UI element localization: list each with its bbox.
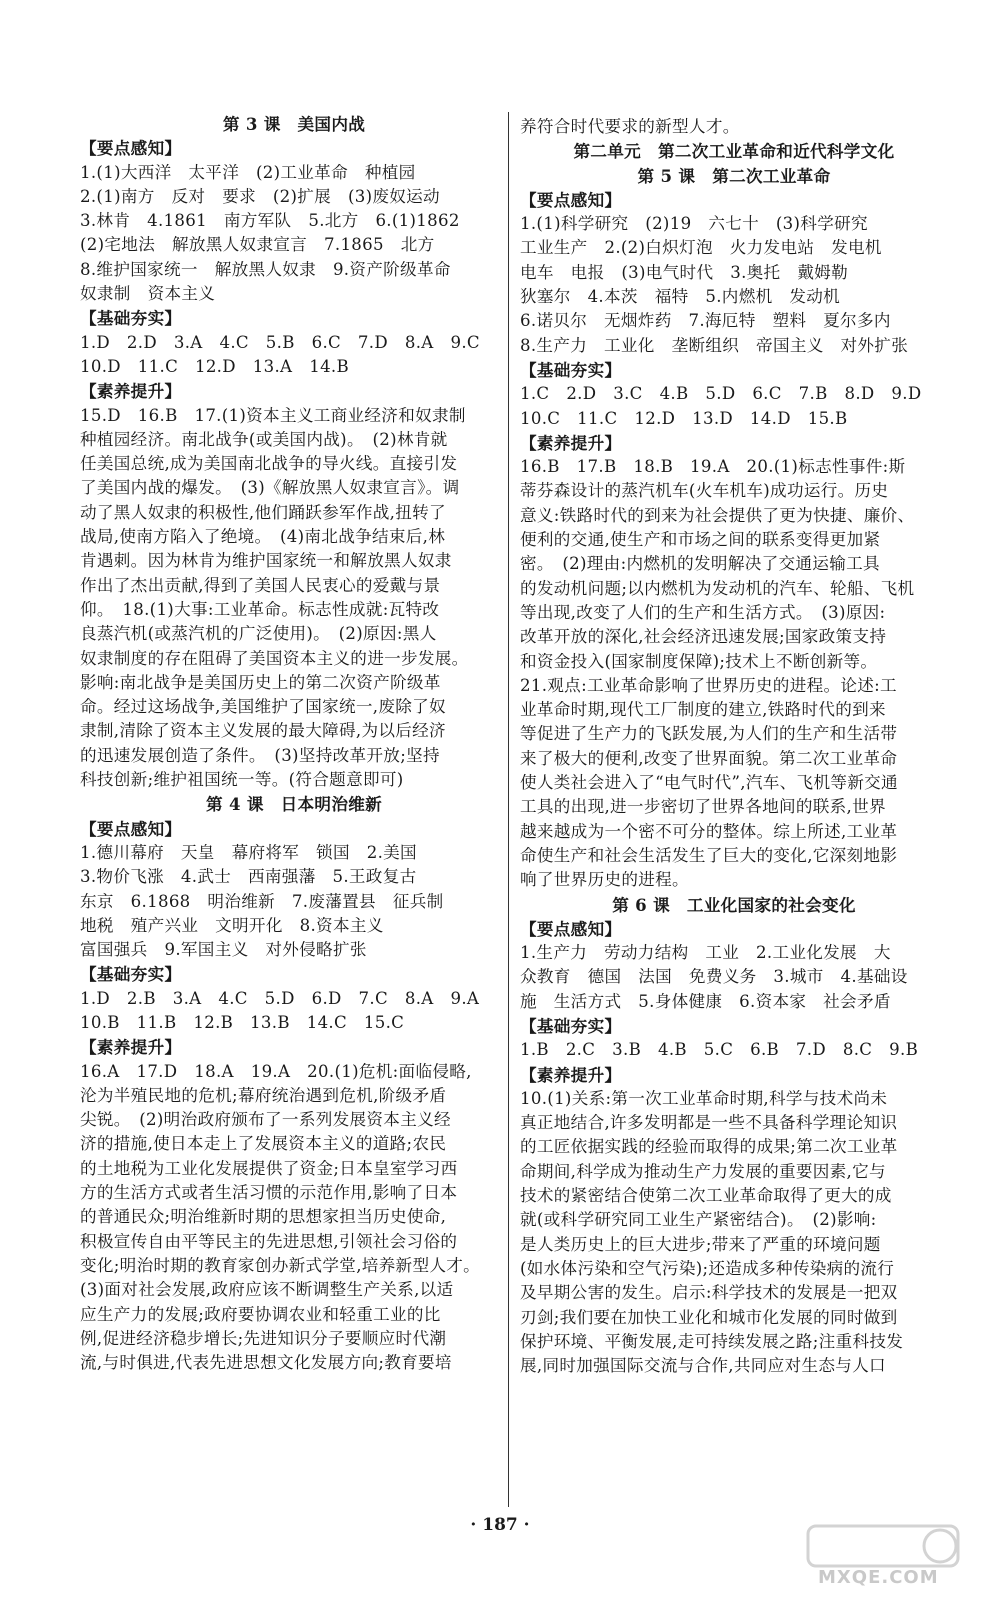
answer-line: 良蒸汽机(或蒸汽机的广泛使用)。 (2)原因:黑人 [80, 624, 437, 644]
answer-line: 众教育 德国 法国 免费义务 3.城市 4.基础设 [520, 967, 908, 987]
section-heading: 【素养提升】 [80, 381, 182, 402]
answer-line: 的普通民众;明治维新时期的思想家担当历史使命, [80, 1207, 447, 1227]
answer-line: 作出了杰出贡献,得到了美国人民衷心的爱戴与景 [80, 575, 441, 595]
section-heading: 【基础夯实】 [520, 1015, 622, 1036]
answer-line: 16.A 17.D 18.A 19.A 20.(1)危机:面临侵略, [80, 1061, 472, 1081]
answer-line: 命使生产和社会生活发生了巨大的变化,它深刻地影 [520, 845, 898, 865]
answer-line: 6.诺贝尔 无烟炸药 7.海厄特 塑料 夏尔多内 [520, 311, 891, 331]
answer-line: 流,与时俱进,代表先进思想文化发展方向;教育要培 [80, 1353, 452, 1373]
answer-line: 使人类社会进入了“电气时代”,汽车、飞机等新交通 [520, 773, 898, 793]
answer-line: 1.(1)科学研究 (2)19 六七十 (3)科学研究 [520, 214, 868, 234]
section-heading: 【基础夯实】 [520, 359, 622, 380]
answer-line: 3.物价飞涨 4.武士 西南强藩 5.王政复古 [80, 867, 417, 887]
answer-line: 等促进了生产力的飞跃发展,为人们的生产和生活带 [520, 724, 898, 744]
answer-line: 1.D 2.D 3.A 4.C 5.B 6.C 7.D 8.A 9.C [80, 332, 480, 352]
answer-line: 工业生产 2.(2)白炽灯泡 火力发电站 发电机 [520, 238, 882, 258]
answer-line: 任美国总统,成为美国南北战争的导火线。直接引发 [80, 454, 458, 474]
answer-line: 济的措施,使日本走上了发展资本主义的道路;农民 [80, 1134, 447, 1154]
section-heading: 【素养提升】 [520, 1064, 622, 1085]
answer-line: 电车 电报 (3)电气时代 3.奥托 戴姆勒 [520, 262, 849, 282]
answer-line: 1.(1)大西洋 太平洋 (2)工业革命 种植园 [80, 162, 416, 182]
answer-line: 影响:南北战争是美国历史上的第二次资产阶级革 [80, 672, 441, 692]
section-heading: 【素养提升】 [520, 432, 622, 453]
answer-line: 狄塞尔 4.本茨 福特 5.内燃机 发动机 [520, 287, 841, 307]
answer-line: 1.德川幕府 天皇 幕府将军 锁国 2.美国 [80, 842, 417, 862]
lesson-title: 第 5 课 第二次工业革命 [637, 165, 831, 186]
answer-line: 命期间,科学成为推动生产力发展的重要因素,它与 [520, 1161, 886, 1181]
column-divider [508, 112, 509, 1507]
answer-line: 技术的紧密结合使第二次工业革命取得了更大的成 [520, 1186, 892, 1206]
answer-line: 密。 (2)理由:内燃机的发明解决了交通运输工具 [520, 554, 880, 574]
answer-line: 21.观点:工业革命影响了世界历史的进程。论述:工 [520, 675, 897, 695]
answer-line: 方的生活方式或者生活习惯的示范作用,影响了日本 [80, 1183, 458, 1203]
answer-line: 真正地结合,许多发明都是一些不具备科学理论知识 [520, 1113, 898, 1133]
answer-line: 展,同时加强国际交流与合作,共同应对生态与人口 [520, 1356, 886, 1376]
answer-line: 2.(1)南方 反对 要求 (2)扩展 (3)废奴运动 [80, 186, 440, 206]
answer-line: 的工匠依据实践的经验而取得的成果;第二次工业革 [520, 1137, 898, 1157]
answer-line: 种植园经济。南北战争(或美国内战)。 (2)林肯就 [80, 429, 448, 449]
answer-line: 命。经过这场战争,美国维护了国家统一,废除了奴 [80, 697, 446, 717]
answer-line: 便利的交通,使生产和市场之间的联系变得更加紧 [520, 530, 881, 550]
answer-line: 养符合时代要求的新型人才。 [520, 117, 740, 136]
answer-line: 科技创新;维护祖国统一等。(符合题意即可) [80, 770, 404, 790]
answer-line: 了美国内战的爆发。 (3)《解放黑人奴隶宣言》。调 [80, 478, 460, 498]
section-heading: 【要点感知】 [520, 918, 622, 939]
answer-line: 10.D 11.C 12.D 13.A 14.B [80, 356, 350, 376]
answer-line: 战局,使南方陷入了绝境。 (4)南北战争结束后,林 [80, 527, 446, 547]
answer-line: 来了极大的便利,改变了世界面貌。第二次工业革命 [520, 748, 898, 768]
answer-line: 1.C 2.D 3.C 4.B 5.D 6.C 7.B 8.D 9.D [520, 384, 922, 404]
answer-line: 意义:铁路时代的到来为社会提供了更为快捷、廉价、 [520, 505, 915, 525]
answer-line: 富国强兵 9.军国主义 对外侵略扩张 [80, 940, 367, 960]
left-column [80, 112, 508, 1375]
answer-line: 仰。 18.(1)大事:工业革命。标志性成就:瓦特改 [80, 599, 440, 619]
section-heading: 【基础夯实】 [80, 964, 182, 985]
answer-line: (2)宅地法 解放黑人奴隶宣言 7.1865 北方 [80, 235, 435, 255]
lesson-title: 第 4 课 日本明治维新 [205, 794, 383, 815]
answer-line: 沦为半殖民地的危机;幕府统治遇到危机,阶级矛盾 [80, 1085, 447, 1105]
answer-line: 积极宣传自由平等民主的先进思想,引领社会习俗的 [80, 1231, 458, 1251]
section-heading: 【要点感知】 [80, 818, 182, 839]
answer-line: 等出现,改变了人们的生产和生活方式。 (3)原因: [520, 602, 886, 622]
answer-line: 动了黑人奴隶的积极性,他们踊跃参军作战,扭转了 [80, 502, 446, 522]
answer-line: 蒂芬森设计的蒸汽机车(火车机车)成功运行。历史 [520, 481, 889, 501]
answer-line: 1.生产力 劳动力结构 工业 2.工业化发展 大 [520, 943, 891, 963]
answer-line: 是人类历史上的巨大进步;带来了严重的环境问题 [520, 1234, 881, 1254]
section-heading: 【基础夯实】 [80, 308, 182, 329]
answer-line: 1.B 2.C 3.B 4.B 5.C 6.B 7.D 8.C 9.B [520, 1040, 919, 1060]
answer-line: 例,促进经济稳步增长;先进知识分子要顺应时代潮 [80, 1328, 447, 1348]
answer-line: 10.C 11.C 12.D 13.D 14.D 15.B [520, 408, 848, 428]
section-heading: 【素养提升】 [80, 1037, 182, 1058]
answer-line: 尖锐。 (2)明治政府颁布了一系列发展资本主义经 [80, 1110, 451, 1130]
answer-line: 和资金投入(国家制度保障);技术上不断创新等。 [520, 651, 878, 671]
answer-line: 隶制,清除了资本主义发展的最大障碍,为以后经济 [80, 721, 446, 741]
lesson-title: 第 6 课 工业化国家的社会变化 [612, 894, 856, 915]
answer-line: 的发动机问题;以内燃机为发动机的汽车、轮船、飞机 [520, 578, 915, 598]
answer-line: 10.B 11.B 12.B 13.B 14.C 15.C [80, 1012, 405, 1032]
section-heading: 【要点感知】 [80, 138, 182, 159]
answer-line: 施 生活方式 5.身体健康 6.资本家 社会矛盾 [520, 991, 891, 1011]
answer-line: 工具的出现,进一步密切了世界各地间的联系,世界 [520, 797, 886, 817]
page-number: · 187 · [470, 1515, 530, 1535]
answer-line: 3.林肯 4.1861 南方军队 5.北方 6.(1)1862 [80, 211, 460, 231]
answer-line: 1.D 2.B 3.A 4.C 5.D 6.D 7.C 8.A 9.A [80, 988, 480, 1008]
answer-line: 16.B 17.B 18.B 19.A 20.(1)标志性事件:斯 [520, 457, 906, 477]
section-heading: 【要点感知】 [520, 189, 622, 210]
right-column [520, 115, 948, 1378]
answer-line: 就(或科学研究同工业生产紧密结合)。 (2)影响: [520, 1210, 877, 1230]
answer-line: 奴隶制度的存在阻碍了美国资本主义的进一步发展。 [80, 648, 469, 668]
answer-line: 8.生产力 工业化 垄断组织 帝国主义 对外扩张 [520, 335, 909, 355]
answer-line: 的土地税为工业化发展提供了资金;日本皇室学习西 [80, 1158, 458, 1178]
answer-line: 业革命时期,现代工厂制度的建立,铁路时代的到来 [520, 700, 886, 720]
answer-line: 地税 殖产兴业 文明开化 8.资本主义 [80, 915, 384, 935]
answer-line: 刃剑;我们要在加快工业化和城市化发展的同时做到 [520, 1307, 898, 1327]
answer-line: 保护环境、平衡发展,走可持续发展之路;注重科技发 [520, 1331, 904, 1351]
answer-line: (3)面对社会发展,政府应该不断调整生产关系,以适 [80, 1280, 454, 1300]
watermark-logo [788, 1522, 988, 1596]
lesson-title: 第二单元 第二次工业革命和近代科学文化 [573, 141, 895, 162]
answer-line: (如水体污染和空气污染);还造成多种传染病的流行 [520, 1258, 895, 1278]
answer-line: 奴隶制 资本主义 [80, 284, 216, 304]
answer-line: 8.维护国家统一 解放黑人奴隶 9.资产阶级革命 [80, 259, 451, 279]
watermark-url: MXQE.COM [818, 1567, 939, 1588]
answer-line: 越来越成为一个密不可分的整体。综上所述,工业革 [520, 821, 898, 841]
answer-line: 的迅速发展创造了条件。 (3)坚持改革开放;坚持 [80, 745, 440, 765]
answer-line: 及早期公害的发生。启示:科学技术的发展是一把双 [520, 1283, 898, 1303]
answer-line: 10.(1)关系:第一次工业革命时期,科学与技术尚未 [520, 1088, 888, 1108]
answer-line: 肯遇刺。因为林肯为维护国家统一和解放黑人奴隶 [80, 551, 452, 571]
lesson-title: 第 3 课 美国内战 [222, 114, 366, 134]
answer-line: 响了世界历史的进程。 [520, 870, 689, 890]
answer-line: 东京 6.1868 明治维新 7.废藩置县 征兵制 [80, 891, 444, 911]
answer-line: 15.D 16.B 17.(1)资本主义工商业经济和奴隶制 [80, 405, 466, 425]
answer-line: 变化;明治时期的教育家创办新式学堂,培养新型人才。 [80, 1255, 481, 1275]
answer-line: 应生产力的发展;政府要协调农业和轻重工业的比 [80, 1304, 441, 1324]
answer-line: 改革开放的深化,社会经济迅速发展;国家政策支持 [520, 627, 887, 647]
